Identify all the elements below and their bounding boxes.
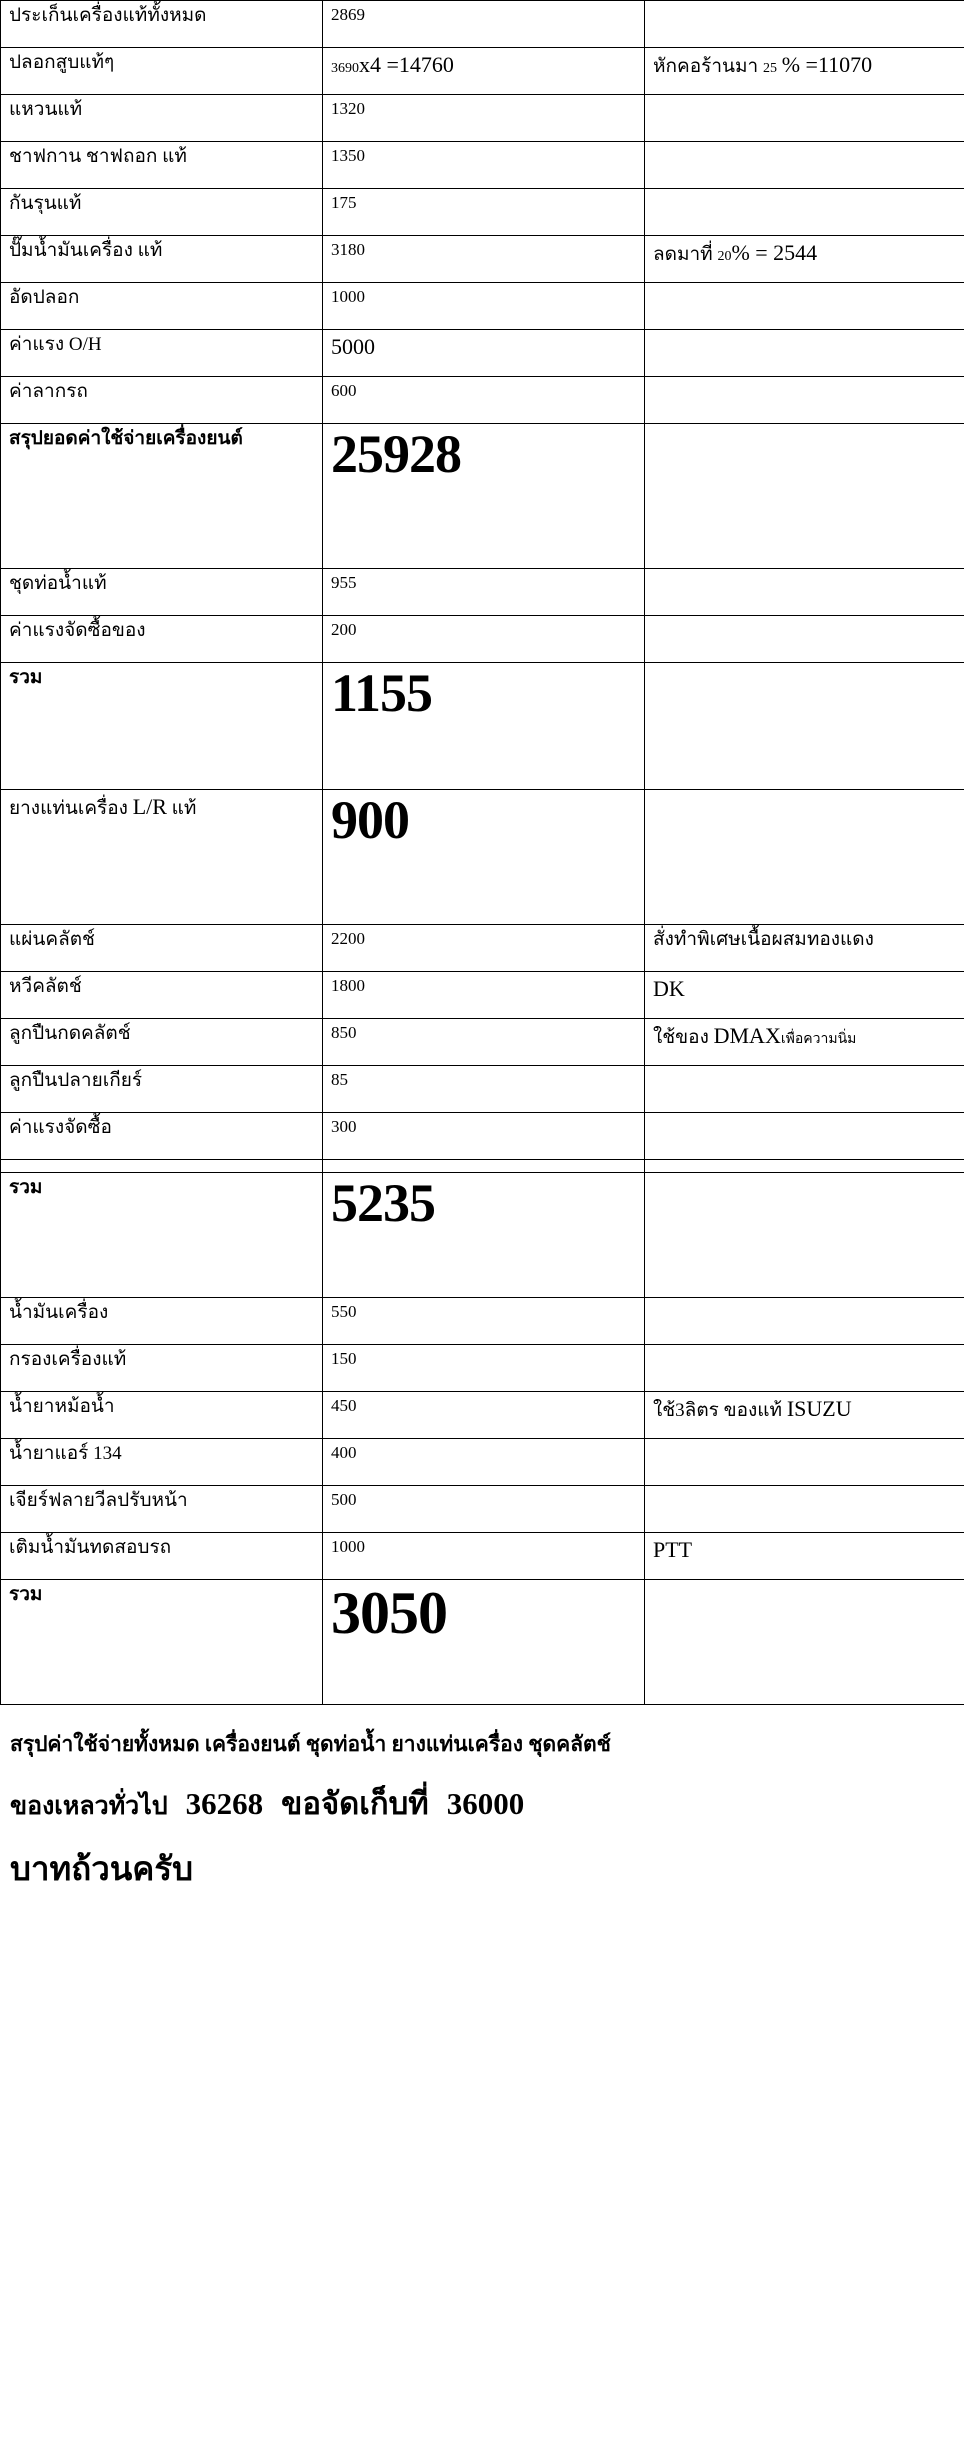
summary-label: รวม bbox=[1, 663, 323, 790]
table-row bbox=[1, 1298, 964, 1345]
table-row bbox=[1, 569, 964, 616]
row-label: ค่าแรงจัดซื้อของ bbox=[1, 616, 323, 663]
row-note bbox=[645, 189, 964, 236]
row-note bbox=[645, 1345, 964, 1392]
row-label: แหวนแท้ bbox=[1, 95, 323, 142]
row-note: ลดมาที่ 20% = 2544 bbox=[645, 236, 964, 283]
row-label: ค่าลากรถ bbox=[1, 377, 323, 424]
table-row bbox=[1, 95, 964, 142]
summary-note bbox=[645, 790, 964, 925]
table-row bbox=[1, 1439, 964, 1486]
row-label: ประเก็นเครื่องแท้ทั้งหมด bbox=[1, 1, 323, 48]
row-label: กันรุนแท้ bbox=[1, 189, 323, 236]
row-value: 3180 bbox=[323, 236, 645, 283]
row-value: 3690x4 =14760 bbox=[323, 48, 645, 95]
row-note: สั่งทำพิเศษเนื้อผสมทองแดง bbox=[645, 925, 964, 972]
summary-label: รวม bbox=[1, 1173, 323, 1298]
table-row bbox=[1, 1019, 964, 1066]
row-note: หักคอร้านมา 25 % =11070 bbox=[645, 48, 964, 95]
summary-row-clutch bbox=[1, 1173, 964, 1298]
summary-label: สรุปยอดค่าใช้จ่ายเครื่องยนต์ bbox=[1, 424, 323, 569]
summary-row-engine-mount bbox=[1, 790, 964, 925]
summary-value: 3050 bbox=[323, 1580, 645, 1705]
row-note bbox=[645, 330, 964, 377]
row-label: น้ำยาแอร์ 134 bbox=[1, 1439, 323, 1486]
row-value: 1000 bbox=[323, 283, 645, 330]
row-value: 150 bbox=[323, 1345, 645, 1392]
row-value: 2869 bbox=[323, 1, 645, 48]
table-row bbox=[1, 189, 964, 236]
row-note bbox=[645, 1066, 964, 1113]
row-label: เติมน้ำมันทดสอบรถ bbox=[1, 1533, 323, 1580]
footer-line-2 bbox=[10, 1784, 954, 1824]
row-separator bbox=[1, 1160, 964, 1173]
row-note bbox=[645, 283, 964, 330]
table-row bbox=[1, 1486, 964, 1533]
row-label: ลูกปืนปลายเกียร์ bbox=[1, 1066, 323, 1113]
row-label: ค่าแรงจัดซื้อ bbox=[1, 1113, 323, 1160]
table-row bbox=[1, 142, 964, 189]
summary-note bbox=[645, 424, 964, 569]
table-row bbox=[1, 330, 964, 377]
row-label: น้ำยาหม้อน้ำ bbox=[1, 1392, 323, 1439]
summary-row-engine bbox=[1, 424, 964, 569]
table-row bbox=[1, 1392, 964, 1439]
summary-row-fluids bbox=[1, 1580, 964, 1705]
row-note bbox=[645, 569, 964, 616]
summary-value: 1155 bbox=[323, 663, 645, 790]
summary-row-pipe bbox=[1, 663, 964, 790]
row-value: 1350 bbox=[323, 142, 645, 189]
footer-request-value: 36000 bbox=[446, 1786, 525, 1822]
row-note bbox=[645, 1298, 964, 1345]
row-value: 300 bbox=[323, 1113, 645, 1160]
summary-label: ยางแท่นเครื่อง L/R แท้ bbox=[1, 790, 323, 925]
summary-value: 900 bbox=[323, 790, 645, 925]
summary-value: 5235 bbox=[323, 1173, 645, 1298]
row-label: ปลอกสูบแท้ๆ bbox=[1, 48, 323, 95]
row-value: 550 bbox=[323, 1298, 645, 1345]
row-note bbox=[645, 95, 964, 142]
summary-note bbox=[645, 663, 964, 790]
row-value: 1320 bbox=[323, 95, 645, 142]
row-note: ใช้3ลิตร ของแท้ ISUZU bbox=[645, 1392, 964, 1439]
row-label: ชุดท่อน้ำแท้ bbox=[1, 569, 323, 616]
row-note bbox=[645, 1439, 964, 1486]
table-row bbox=[1, 925, 964, 972]
row-value: 400 bbox=[323, 1439, 645, 1486]
row-note bbox=[645, 1113, 964, 1160]
separator-cell bbox=[645, 1160, 964, 1173]
row-note: PTT bbox=[645, 1533, 964, 1580]
row-label: เจียร์ฟลายวีลปรับหน้า bbox=[1, 1486, 323, 1533]
row-note bbox=[645, 1, 964, 48]
row-value: 2200 bbox=[323, 925, 645, 972]
table-row bbox=[1, 972, 964, 1019]
row-note bbox=[645, 1486, 964, 1533]
table-row bbox=[1, 283, 964, 330]
row-label: ปั๊มน้ำมันเครื่อง แท้ bbox=[1, 236, 323, 283]
table-row bbox=[1, 236, 964, 283]
table-row bbox=[1, 1533, 964, 1580]
footer-request-label: ขอจัดเก็บที่ bbox=[281, 1786, 429, 1822]
row-note: ใช้ของ DMAXเพื่อความนิ่ม bbox=[645, 1019, 964, 1066]
table-row bbox=[1, 616, 964, 663]
row-label: ลูกปืนกดคลัตช์ bbox=[1, 1019, 323, 1066]
row-label: กรองเครื่องแท้ bbox=[1, 1345, 323, 1392]
row-label: แผ่นคลัตช์ bbox=[1, 925, 323, 972]
row-value: 600 bbox=[323, 377, 645, 424]
table-row bbox=[1, 1, 964, 48]
row-value: 85 bbox=[323, 1066, 645, 1113]
row-note bbox=[645, 616, 964, 663]
table-row bbox=[1, 1345, 964, 1392]
row-label: หวีคลัตช์ bbox=[1, 972, 323, 1019]
summary-label: รวม bbox=[1, 1580, 323, 1705]
summary-note bbox=[645, 1580, 964, 1705]
row-note: DK bbox=[645, 972, 964, 1019]
table-row bbox=[1, 1066, 964, 1113]
summary-value: 25928 bbox=[323, 424, 645, 569]
row-value: 850 bbox=[323, 1019, 645, 1066]
row-label: อัดปลอก bbox=[1, 283, 323, 330]
row-value: 200 bbox=[323, 616, 645, 663]
separator-cell bbox=[323, 1160, 645, 1173]
row-note bbox=[645, 377, 964, 424]
footer-line-1: สรุปค่าใช้จ่ายทั้งหมด เครื่องยนต์ ชุดท่อน้ำ ยางแท่นเครื่อง ชุดคลัตช์ bbox=[10, 1732, 611, 1756]
table-row bbox=[1, 377, 964, 424]
row-label: ค่าแรง O/H bbox=[1, 330, 323, 377]
table-row bbox=[1, 48, 964, 95]
row-label: ชาฟกาน ชาฟถอก แท้ bbox=[1, 142, 323, 189]
summary-note bbox=[645, 1173, 964, 1298]
footer-line-3: บาทถ้วนครับ bbox=[10, 1851, 194, 1888]
separator-cell bbox=[1, 1160, 323, 1173]
footer-grand-total: 36268 bbox=[185, 1786, 264, 1822]
row-value: 5000 bbox=[323, 330, 645, 377]
row-value: 175 bbox=[323, 189, 645, 236]
row-value: 500 bbox=[323, 1486, 645, 1533]
row-note bbox=[645, 142, 964, 189]
row-value: 1800 bbox=[323, 972, 645, 1019]
footer-summary bbox=[0, 1705, 964, 1900]
footer-fluids-label: ของเหลวทั่วไป bbox=[10, 1793, 168, 1821]
table-row bbox=[1, 1113, 964, 1160]
row-value: 450 bbox=[323, 1392, 645, 1439]
row-value: 955 bbox=[323, 569, 645, 616]
row-value: 1000 bbox=[323, 1533, 645, 1580]
row-label: น้ำมันเครื่อง bbox=[1, 1298, 323, 1345]
